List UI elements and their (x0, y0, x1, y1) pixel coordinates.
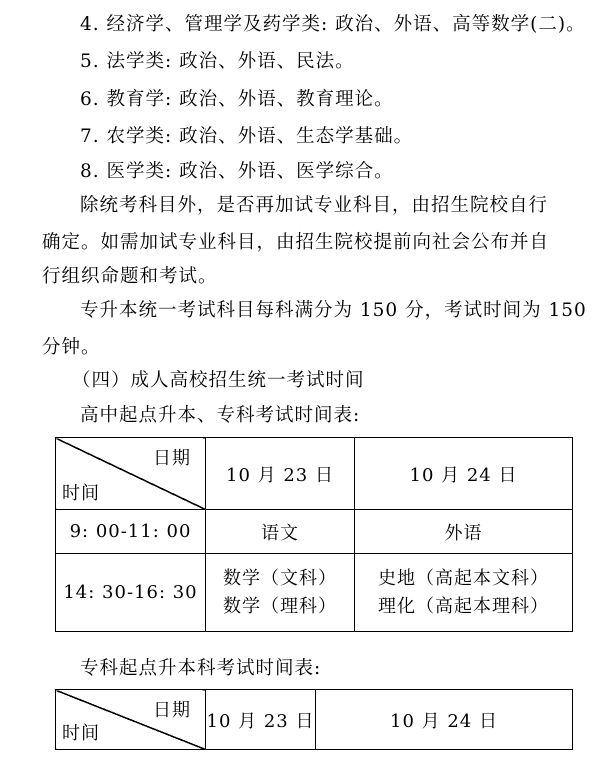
line-3: 6. 教育学: 政治、外语、教育理论。 (80, 89, 394, 110)
line-8: 行组织命题和考试。 (42, 266, 218, 287)
table1-row2-day2 (355, 554, 573, 632)
line-7: 确定。如需加试专业科目，由招生院校提前向社会公布并自 (42, 232, 550, 253)
section-heading: （四）成人高校招生统一考试时间 (72, 370, 365, 391)
line-9: 专升本统一考试科目每科满分为 150 分，考试时间为 150 (80, 300, 587, 321)
line-1: 4. 经济学、管理学及药学类: 政治、外语、高等数学(二)。 (80, 14, 586, 35)
line-5: 8. 医学类: 政治、外语、医学综合。 (80, 161, 394, 182)
table1-header-date: 日期 (153, 448, 191, 469)
table2-col-day1: 10 月 23 日 (206, 690, 316, 750)
table1-caption: 高中起点升本、专科考试时间表: (80, 405, 361, 426)
table2-col-day2: 10 月 24 日 (316, 690, 573, 750)
table1-row1-time: 9: 00-11: 00 (56, 510, 206, 554)
schedule-table-2 (55, 689, 573, 750)
line-2: 5. 法学类: 政治、外语、民法。 (80, 51, 355, 72)
table1-row1-day1: 语文 (206, 510, 355, 554)
table1-row2-day1 (206, 554, 355, 632)
table2-header-time: 时间 (62, 723, 100, 744)
line-10: 分钟。 (42, 337, 101, 358)
table1-col-day1: 10 月 23 日 (206, 438, 355, 510)
table1-row2-day2-line2: 理化（高起本理科） (378, 595, 549, 617)
table1-row2-day2-line1: 史地（高起本文科） (378, 567, 549, 589)
schedule-table-1 (55, 437, 573, 632)
table1-row2-day1-line1: 数学（文科） (223, 567, 337, 589)
line-6: 除统考科目外，是否再加试专业科目，由招生院校自行 (80, 195, 549, 216)
table2-header-date: 日期 (153, 700, 191, 721)
table1-corner-cell (56, 438, 206, 510)
table1-row2-time: 14: 30-16: 30 (56, 554, 206, 632)
table1-header-time: 时间 (62, 483, 100, 504)
table1-row1-day2: 外语 (355, 510, 573, 554)
table1-row2-day1-line2: 数学（理科） (223, 595, 337, 617)
table2-corner-cell (56, 690, 206, 750)
table2-caption: 专科起点升本科考试时间表: (80, 658, 322, 679)
line-4: 7. 农学类: 政治、外语、生态学基础。 (80, 126, 414, 147)
table1-col-day2: 10 月 24 日 (355, 438, 573, 510)
